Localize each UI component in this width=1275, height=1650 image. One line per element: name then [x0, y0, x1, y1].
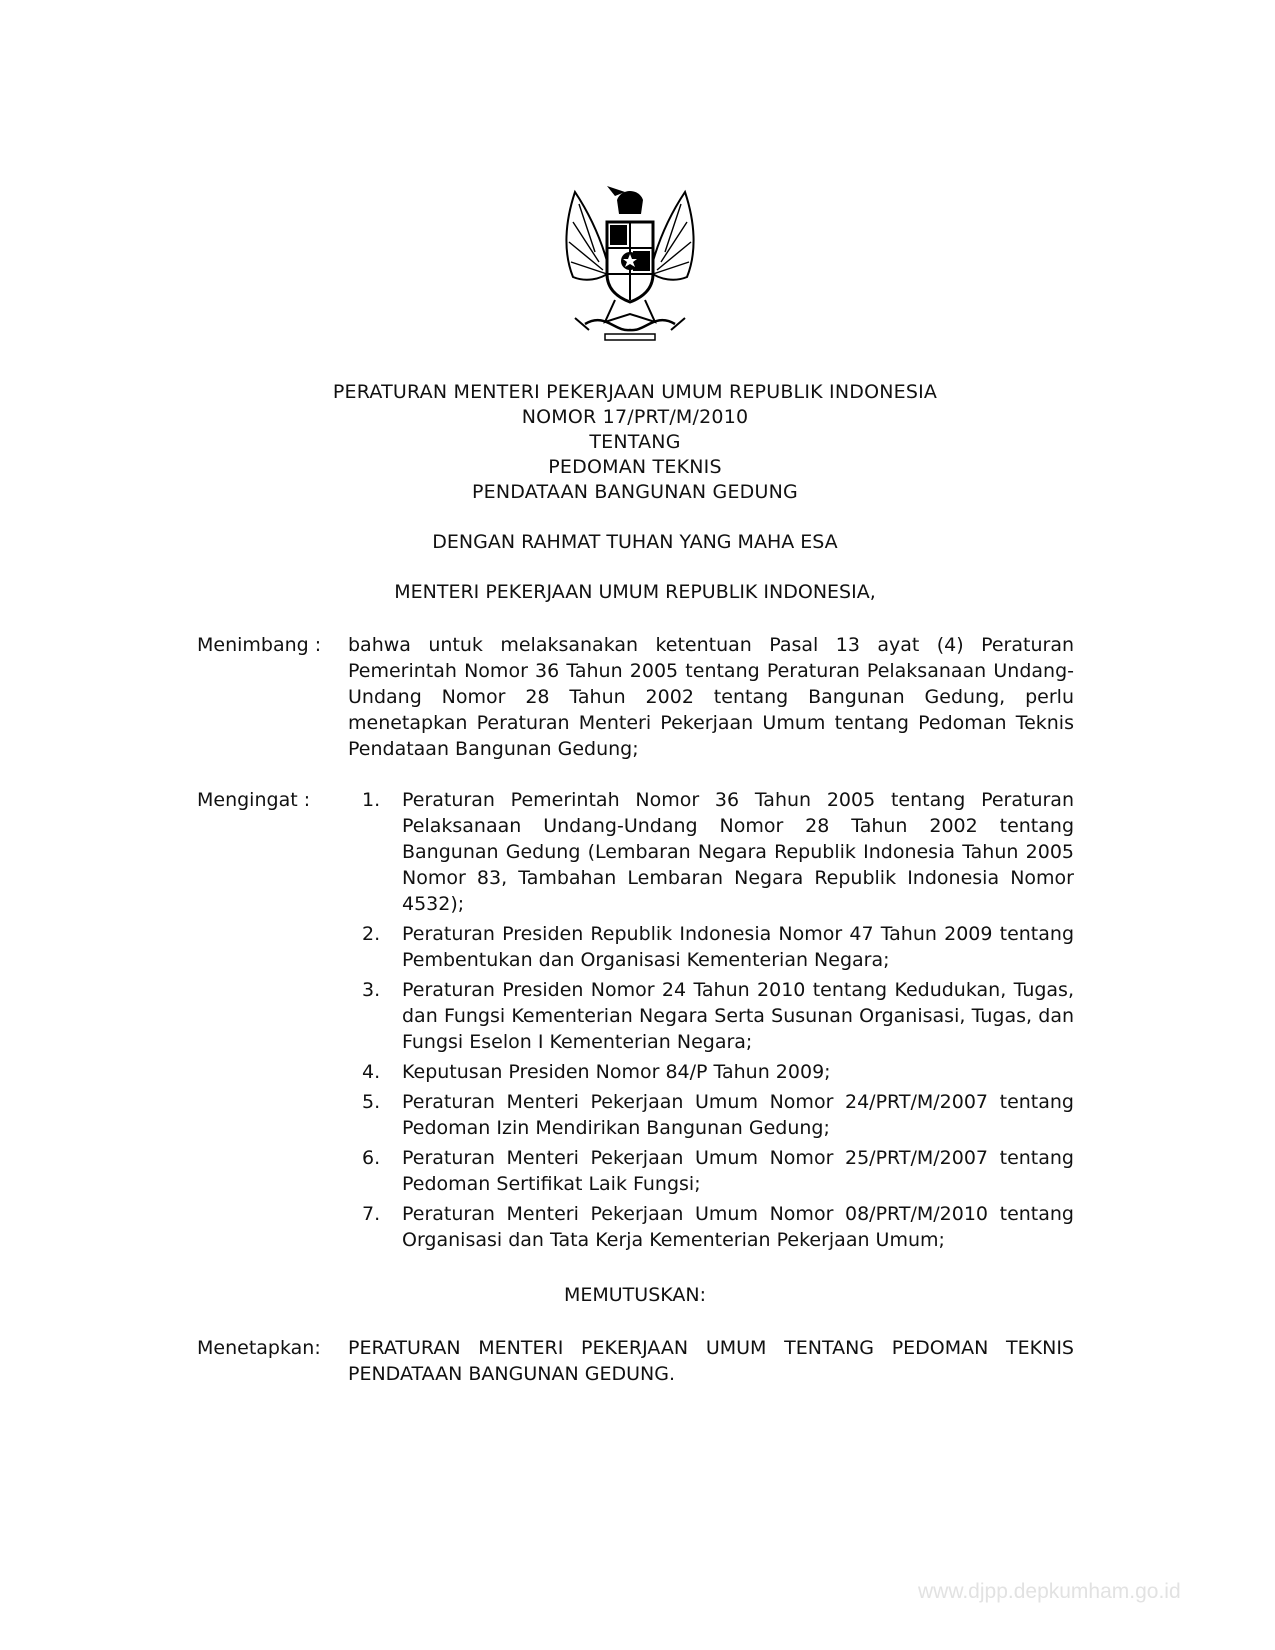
list-item-text: Keputusan Presiden Nomor 84/P Tahun 2009; — [402, 1061, 831, 1083]
title-line-3: TENTANG — [589, 431, 681, 453]
list-item — [348, 1089, 1074, 1141]
list-item-text: Peraturan Pemerintah Nomor 36 Tahun 2005 tentang Peraturan Pelaksanaan Undang-Undang Nomor 28 Tahun 2002 tentang Bangunan Gedung (Lembaran Negara Republik Indonesia Tahun 2005 Nomor 83, Tambahan Lembaran Negara Republik Indonesia Nomor 4532); — [402, 789, 1074, 915]
list-item-text: Peraturan Menteri Pekerjaan Umum Nomor 24/PRT/M/2007 tentang Pedoman Izin Mendirikan Bangunan Gedung; — [402, 1091, 1074, 1139]
list-item — [348, 1145, 1074, 1197]
memutuskan-heading: MEMUTUSKAN: — [563, 1284, 706, 1306]
list-item-text: Peraturan Menteri Pekerjaan Umum Nomor 08/PRT/M/2010 tentang Organisasi dan Tata Kerja Kementerian Pekerjaan Umum; — [402, 1203, 1074, 1251]
menetapkan-text: PERATURAN MENTERI PEKERJAAN UMUM TENTANG PEDOMAN TEKNIS PENDATAAN BANGUNAN GEDUNG. — [348, 1337, 1074, 1385]
list-item-text: Peraturan Presiden Nomor 24 Tahun 2010 tentang Kedudukan, Tugas, dan Fungsi Kementerian Negara Serta Susunan Organisasi, Tugas, dan Fungsi Eselon I Kementerian Negara; — [402, 979, 1074, 1053]
menimbang-text: bahwa untuk melaksanakan ketentuan Pasal 13 ayat (4) Peraturan Pemerintah Nomor 36 Tahun 2005 tentang Peraturan Pelaksanaan Undang-Undang Nomor 28 Tahun 2002 tentang Bangunan Gedung, perlu menetapkan Peraturan Menteri Pekerjaan Umum tentang Pedoman Teknis Pendataan Bangunan Gedung; — [348, 634, 1074, 760]
list-item — [348, 1201, 1074, 1253]
garuda-pancasila-emblem-icon — [555, 182, 705, 352]
list-item — [348, 921, 1074, 973]
minister-line: MENTERI PEKERJAAN UMUM REPUBLIK INDONESIA, — [394, 581, 876, 603]
list-item-text: Peraturan Presiden Republik Indonesia Nomor 47 Tahun 2009 tentang Pembentukan dan Organisasi Kementerian Negara; — [402, 923, 1074, 971]
list-item-number: 5. — [362, 1091, 381, 1113]
document-title — [190, 380, 1080, 505]
list-item-number: 7. — [362, 1203, 381, 1225]
list-item — [348, 787, 1074, 917]
list-item-number: 2. — [362, 923, 381, 945]
menetapkan-label: Menetapkan: — [197, 1337, 321, 1359]
list-item-number: 3. — [362, 979, 381, 1001]
title-line-4: PEDOMAN TEKNIS — [548, 456, 722, 478]
list-item — [348, 1059, 1074, 1085]
menimbang-label: Menimbang : — [197, 634, 322, 656]
mengingat-label: Mengingat : — [197, 789, 311, 811]
mengingat-list — [348, 787, 1074, 1257]
list-item-number: 4. — [362, 1061, 381, 1083]
list-item-text: Peraturan Menteri Pekerjaan Umum Nomor 25/PRT/M/2007 tentang Pedoman Sertifikat Laik Fungsi; — [402, 1147, 1074, 1195]
list-item — [348, 977, 1074, 1055]
title-line-5: PENDATAAN BANGUNAN GEDUNG — [472, 481, 798, 503]
title-line-2: NOMOR 17/PRT/M/2010 — [521, 406, 749, 428]
list-item-number: 6. — [362, 1147, 381, 1169]
invocation-line: DENGAN RAHMAT TUHAN YANG MAHA ESA — [432, 531, 838, 553]
list-item-number: 1. — [362, 789, 381, 811]
watermark-url: www.djpp.depkumham.go.id — [918, 1580, 1181, 1603]
title-line-1: PERATURAN MENTERI PEKERJAAN UMUM REPUBLIK INDONESIA — [332, 381, 938, 403]
